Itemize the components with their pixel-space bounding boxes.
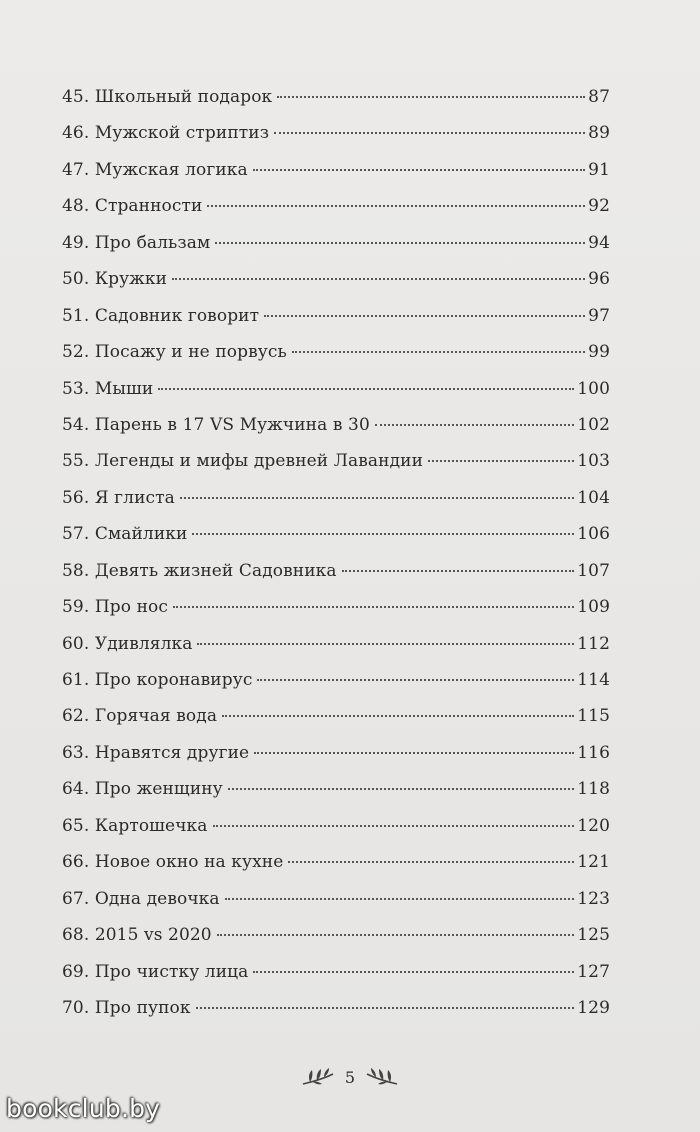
toc-entry-title: 52. Посажу и не порвусь [62, 342, 287, 363]
toc-entry [62, 87, 610, 123]
toc-entry-page: 129 [577, 997, 610, 1018]
toc-entry-page: 114 [577, 670, 610, 690]
toc-entry [62, 670, 610, 706]
toc-entry [62, 852, 610, 888]
dot-leader [225, 898, 575, 900]
toc-entry-title: 66. Новое окно на кухне [62, 852, 284, 873]
toc-entry [62, 196, 610, 232]
toc-entry-page: 107 [577, 560, 610, 581]
dot-leader [375, 424, 574, 426]
toc-entry-page: 99 [588, 342, 610, 363]
toc-entry [62, 597, 610, 633]
toc-entry-page: 106 [577, 524, 610, 545]
toc-entry [62, 488, 610, 524]
toc-entry-page: 92 [588, 196, 610, 217]
dot-leader [196, 1007, 575, 1009]
toc-entry-page: 112 [577, 633, 610, 654]
toc-entry-title: 48. Странности [62, 196, 203, 217]
dot-leader [197, 643, 574, 645]
toc-entry [62, 706, 610, 742]
page-number: 5 [344, 1067, 356, 1087]
toc-entry [62, 342, 610, 378]
dot-leader [274, 132, 585, 134]
toc-entry [62, 962, 610, 998]
toc-entry [62, 561, 610, 597]
toc-entry-title: 51. Садовник говорит [62, 305, 260, 326]
dot-leader [254, 752, 574, 754]
toc-entry-title: 47. Мужская логика [62, 159, 248, 180]
toc-entry [62, 123, 610, 159]
toc-entry [62, 634, 610, 670]
toc-entry-title: 61. Про коронавирус [62, 670, 253, 690]
toc-entry-title: 60. Удивлялка [62, 633, 193, 654]
toc-entry-title: 65. Картошечка [62, 815, 208, 836]
toc-entry-title: 55. Легенды и мифы древней Лавандии [62, 451, 424, 472]
toc-entry-page: 118 [577, 779, 610, 800]
toc-entry-title: 62. Горячая вода [62, 706, 218, 727]
dot-leader [213, 825, 575, 827]
dot-leader [173, 606, 574, 608]
toc-entry-title: 57. Смайлики [62, 524, 188, 545]
toc-entry-page: 127 [577, 961, 610, 982]
toc-entry-page: 91 [588, 159, 610, 180]
toc-entry-page: 123 [577, 888, 610, 909]
toc-entry [62, 743, 610, 779]
toc-entry [62, 233, 610, 269]
dot-leader [264, 315, 585, 317]
dot-leader [257, 679, 574, 681]
toc-entry-page: 89 [588, 123, 610, 144]
toc-entry-page: 115 [577, 706, 610, 727]
dot-leader [253, 971, 574, 973]
table-of-contents [62, 87, 610, 1034]
toc-entry [62, 415, 610, 451]
dot-leader [253, 169, 585, 171]
toc-entry-title: 49. Про бальзам [62, 232, 211, 253]
toc-entry-title: 64. Про женщину [62, 779, 223, 800]
toc-entry [62, 998, 610, 1034]
toc-entry-page: 87 [588, 87, 610, 107]
dot-leader [192, 533, 574, 535]
toc-entry-page: 97 [588, 305, 610, 326]
page-folio [0, 1066, 700, 1088]
toc-entry-title: 69. Про чистку лица [62, 961, 249, 982]
leaf-ornament-right-icon [365, 1066, 399, 1088]
toc-entry-title: 56. Я глиста [62, 487, 175, 508]
toc-entry-page: 96 [588, 269, 610, 290]
toc-entry-title: 54. Парень в 17 VS Мужчина в 30 [62, 414, 370, 435]
toc-entry [62, 379, 610, 415]
dot-leader [207, 205, 585, 207]
toc-entry-page: 121 [577, 852, 610, 873]
dot-leader [342, 570, 575, 572]
toc-entry-title: 58. Девять жизней Садовника [62, 560, 337, 581]
toc-entry-page: 120 [577, 815, 610, 836]
toc-entry [62, 524, 610, 560]
toc-entry [62, 889, 610, 925]
toc-entry-title: 59. Про нос [62, 597, 168, 618]
toc-entry [62, 451, 610, 487]
toc-entry-page: 100 [577, 378, 610, 399]
toc-entry-page: 102 [577, 414, 610, 435]
dot-leader [292, 351, 585, 353]
toc-entry-page: 94 [588, 232, 610, 253]
toc-entry-page: 103 [577, 451, 610, 472]
toc-entry-page: 116 [577, 742, 610, 763]
toc-entry-title: 50. Кружки [62, 269, 168, 290]
dot-leader [288, 861, 574, 863]
toc-entry [62, 160, 610, 196]
toc-entry-title: 46. Мужской стриптиз [62, 123, 270, 144]
toc-entry-title: 63. Нравятся другие [62, 742, 250, 763]
toc-entry-title: 67. Одна девочка [62, 888, 220, 909]
toc-entry-page: 104 [577, 487, 610, 508]
dot-leader [428, 460, 574, 462]
toc-entry [62, 816, 610, 852]
dot-leader [217, 934, 575, 936]
toc-entry [62, 269, 610, 305]
dot-leader [158, 388, 574, 390]
toc-entry-page: 109 [577, 597, 610, 618]
dot-leader [215, 242, 585, 244]
leaf-ornament-left-icon [301, 1066, 335, 1088]
toc-entry-title: 70. Про пупок [62, 997, 191, 1018]
toc-entry [62, 779, 610, 815]
toc-entry-page: 125 [577, 925, 610, 946]
toc-entry-title: 68. 2015 vs 2020 [62, 925, 212, 946]
site-watermark: bookclub.by [6, 1094, 161, 1123]
toc-entry-title: 45. Школьный подарок [62, 87, 273, 107]
dot-leader [277, 96, 585, 98]
toc-entry-title: 53. Мыши [62, 378, 154, 399]
toc-entry [62, 306, 610, 342]
dot-leader [180, 497, 574, 499]
dot-leader [222, 715, 574, 717]
dot-leader [172, 278, 585, 280]
dot-leader [228, 788, 574, 790]
toc-entry [62, 925, 610, 961]
